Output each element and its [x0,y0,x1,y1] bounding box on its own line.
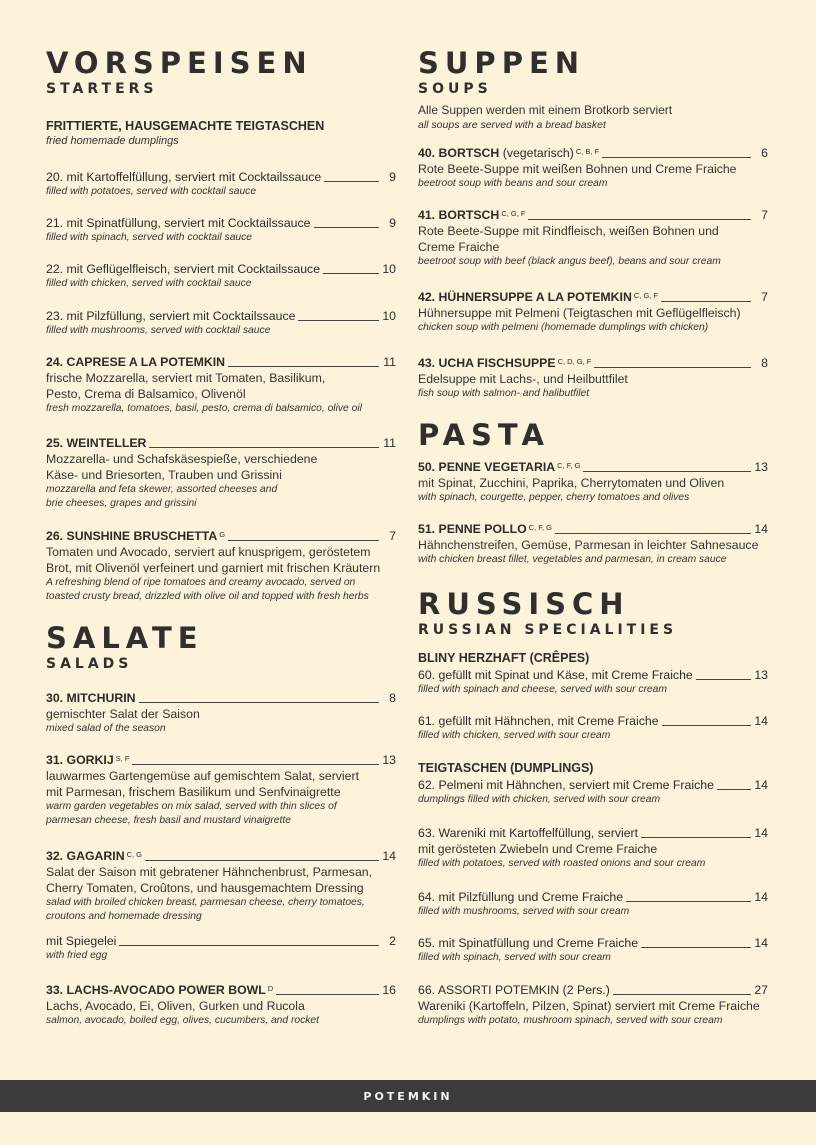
item-name: 20. mit Kartoffelfüllung, serviert mit Cocktailssauce [46,170,322,184]
item-name-text: 41. BORTSCH [418,208,500,222]
item-price: 9 [389,216,396,230]
item-name-text: 26. SUNSHINE BRUSCHETTA [46,529,218,543]
item-name-text: 31. GORKIJ [46,753,114,767]
menu-item-32 [46,848,396,924]
item-english: filled with spinach, served with sour cream [418,952,611,963]
item-description: mit Spinat, Zucchini, Paprika, Cherrytomaten und Oliven [418,476,725,490]
item-name [46,982,273,998]
item-name-text: 42. HÜHNERSUPPE A LA POTEMKIN [418,290,632,304]
menu-item-62 [418,777,768,807]
item-english: warm garden vegetables on mix salad, served with thin slices of [46,801,337,812]
item-english: filled with potatoes, served with roasted onions and sour cream [418,858,706,869]
menu-item-23 [46,308,396,338]
item-price: 13 [754,460,768,474]
item-description: Käse- und Briesorten, Trauben und Grissini [46,468,282,482]
menu-item-42 [418,289,768,335]
menu-item-60 [418,667,768,697]
menu-item-51 [418,521,768,567]
group-title: TEIGTASCHEN (DUMPLINGS) [418,761,594,775]
item-english: filled with potatoes, served with cocktail sauce [46,186,257,197]
item-price: 6 [761,146,768,160]
item-name: 24. CAPRESE A LA POTEMKIN [46,355,226,369]
item-name: 25. WEINTELLER [46,436,147,450]
item-english: beetroot soup with beans and sour cream [418,178,608,189]
item-english: filled with chicken, served with sour cream [418,730,611,741]
item-name: 62. Pelmeni mit Hähnchen, serviert mit Creme Fraiche [418,778,714,792]
section-title: RUSSISCH [418,587,630,621]
item-description: Rote Beete-Suppe mit weißen Bohnen und Creme Fraiche [418,162,737,176]
menu-item-66 [418,982,768,1028]
item-price: 16 [382,983,396,997]
item-name-text: 43. UCHA FISCHSUPPE [418,356,556,370]
item-name-text: 51. PENNE POLLO [418,522,527,536]
item-price: 14 [754,936,768,950]
section-russisch-heading [418,587,678,638]
item-english: brie cheeses, grapes and grissini [46,498,197,509]
item-name: 22. mit Geflügelfleisch, serviert mit Cocktailssauce [46,262,321,276]
menu-item-26 [46,528,396,604]
item-name: 23. mit Pilzfüllung, serviert mit Cocktailssauce [46,309,296,323]
section-subtitle: SOUPS [418,81,492,97]
item-english: filled with mushrooms, served with sour cream [418,906,630,917]
item-english: salmon, avocado, boiled egg, olives, cucumbers, and rocket [46,1015,320,1026]
menu-item-41 [418,207,768,269]
item-name: mit Spiegelei [46,934,117,948]
item-price: 7 [761,290,768,304]
item-price: 9 [389,170,396,184]
item-price: 11 [383,355,396,369]
item-description: gemischter Salat der Saison [46,707,200,721]
item-english: with fried egg [46,950,108,961]
section-salate-heading [46,621,204,672]
menu-item-31 [46,752,396,828]
menu-item-50 [418,459,768,505]
section-subtitle: STARTERS [46,81,158,97]
item-price: 14 [754,890,768,904]
item-price: 2 [389,934,396,948]
item-name [418,459,580,475]
item-name-text: 33. LACHS-AVOCADO POWER BOWL [46,983,266,997]
menu-item-40 [418,145,768,191]
menu-item-22 [46,261,396,291]
item-name-note: (vegetarisch) [499,146,574,160]
item-english: dumplings with potato, mushroom spinach, served with sour cream [418,1015,723,1026]
item-price: 14 [382,849,396,863]
item-price: 14 [754,522,768,536]
section-title: PASTA [418,418,550,452]
item-english: A refreshing blend of ripe tomatoes and creamy avocado, served on [46,577,356,588]
item-name-text: 40. BORTSCH [418,146,500,160]
allergen-codes: S, F [115,754,130,763]
item-price: 13 [754,668,768,682]
menu-item-33 [46,982,396,1028]
item-description: Lachs, Avocado, Ei, Oliven, Gurken und Rucola [46,999,305,1013]
allergen-codes: C, G [126,850,143,859]
item-description: Salat der Saison mit gebratener Hähnchenbrust, Parmesan, [46,865,373,879]
intro-german: Alle Suppen werden mit einem Brotkorb serviert [418,103,673,117]
item-name [46,752,129,768]
allergen-codes: C, F, G [528,523,552,532]
item-name-text: 50. PENNE VEGETARIA [418,460,556,474]
group-title: FRITTIERTE, HAUSGEMACHTE TEIGTASCHEN [46,119,325,133]
item-description: Cherry Tomaten, Croûtons, und hausgemachtem Dressing [46,881,364,895]
item-name: 65. mit Spinatfüllung und Creme Fraiche [418,936,639,950]
section-title: SALATE [46,621,204,655]
item-description: Rote Beete-Suppe mit Rindfleisch, weißen Bohnen und [418,224,719,238]
item-name: 21. mit Spinatfüllung, serviert mit Cocktailssauce [46,216,311,230]
allergen-codes: C, G, F [633,291,659,300]
item-english: filled with mushrooms, served with cocktail sauce [46,325,271,336]
item-price: 8 [389,691,396,705]
item-name: 66. ASSORTI POTEMKIN (2 Pers.) [418,983,610,997]
section-subtitle: SALADS [46,656,133,672]
item-description: Tomaten und Avocado, serviert auf knusprigem, geröstetem [46,545,371,559]
section-vorspeisen-heading [46,46,313,97]
item-english: parmesan cheese, fresh basil and mustard vinaigrette [46,815,291,826]
item-price: 27 [754,983,768,997]
footer-brand: POTEMKIN [363,1089,453,1103]
section-title: SUPPEN [418,46,586,80]
item-description: Brot, mit Olivenöl verfeinert und garniert mit frischen Kräutern [46,561,381,575]
item-english: salad with broiled chicken breast, parmesan cheese, cherry tomatoes, [46,897,365,908]
item-name: 61. gefüllt mit Hähnchen, mit Creme Fraiche [418,714,659,728]
item-price: 13 [382,753,396,767]
item-description: mit Parmesan, frischem Basilikum und Senfvinaigrette [46,785,341,799]
item-name: 63. Wareniki mit Kartoffelfüllung, serviert [418,826,639,840]
menu-item-21 [46,215,396,245]
item-english: with spinach, courgette, pepper, cherry tomatoes and olives [418,492,690,503]
item-english: toasted crusty bread, drizzled with olive oil and topped with fresh herbs [46,591,369,602]
allergen-codes: C, D, G, F [557,357,592,366]
menu-item-63 [418,825,768,871]
section-title: VORSPEISEN [46,46,313,80]
item-price: 8 [761,356,768,370]
item-description: mit gerösteten Zwiebeln und Creme Fraiche [418,842,658,856]
item-english: dumplings filled with chicken, served with sour cream [418,794,661,805]
item-description: Edelsuppe mit Lachs-, und Heilbuttfilet [418,372,628,386]
item-english: fish soup with salmon- and halibutfilet [418,388,590,399]
item-english: mozzarella and feta skewer, assorted cheeses and [46,484,278,495]
section-subtitle: RUSSIAN SPECIALITIES [418,622,678,638]
menu-item-64 [418,889,768,919]
item-english: croutons and homemade dressing [46,911,202,922]
item-english: with chicken breast fillet, vegetables and parmesan, in cream sauce [418,554,727,565]
item-english: filled with spinach, served with cocktail sauce [46,232,253,243]
item-name [418,521,552,537]
allergen-codes: C, B, F [575,147,600,156]
menu-item-24 [46,354,396,416]
item-price: 11 [383,436,396,450]
item-name [46,528,225,544]
item-english: mixed salad of the season [46,723,166,734]
item-english: beetroot soup with beef (black angus beef), beans and sour cream [418,256,721,267]
item-name [418,355,591,371]
item-english: filled with spinach and cheese, served with sour cream [418,684,667,695]
footer-bar [0,1080,816,1112]
item-english: chicken soup with pelmeni (homemade dumplings with chicken) [418,322,709,333]
menu-item-25 [46,435,396,511]
section-pasta-heading [418,418,550,452]
item-name [418,145,599,161]
item-price: 14 [754,714,768,728]
item-description: Pesto, Crema di Balsamico, Olivenöl [46,387,246,401]
teigtaschen-group [418,760,768,776]
allergen-codes: D [267,984,274,993]
item-price: 10 [382,262,396,276]
item-name: 60. gefüllt mit Spinat und Käse, mit Creme Fraiche [418,668,693,682]
allergen-codes: C, F, G [557,461,581,470]
item-price: 14 [754,778,768,792]
item-price: 7 [761,208,768,222]
item-name: 64. mit Pilzfüllung und Creme Fraiche [418,890,624,904]
allergen-codes: G [219,530,226,539]
item-description: Wareniki (Kartoffeln, Pilzen, Spinat) serviert mit Creme Fraiche [418,999,760,1013]
item-description: lauwarmes Gartengemüse auf gemischtem Salat, serviert [46,769,360,783]
item-price: 10 [382,309,396,323]
menu-item-20 [46,169,396,199]
item-name [418,289,658,305]
soups-intro [418,103,768,132]
item-name: 30. MITCHURIN [46,691,136,705]
item-name-text: 32. GAGARIN [46,849,125,863]
allergen-codes: C, G, F [501,209,526,218]
item-description: Hühnersuppe mit Pelmeni (Teigtaschen mit Geflügelfleisch) [418,306,741,320]
item-description: Hähnchenstreifen, Gemüse, Parmesan in leichter Sahnesauce [418,538,759,552]
menu-item-65 [418,935,768,965]
item-description: Mozzarella- und Schafskäsespieße, verschiedene [46,452,318,466]
item-price: 14 [754,826,768,840]
item-english: fresh mozzarella, tomatoes, basil, pesto, crema di balsamico, olive oil [46,403,362,414]
item-name [46,848,142,864]
item-description: Creme Fraiche [418,240,500,254]
item-description: frische Mozzarella, serviert mit Tomaten, Basilikum, [46,371,326,385]
menu-item-fried-egg [46,933,396,963]
menu-item-30 [46,690,396,736]
menu-item-61 [418,713,768,743]
intro-english: all soups are served with a bread basket [418,119,606,131]
dumplings-group [46,118,396,149]
group-subtitle: fried homemade dumplings [46,135,179,147]
item-price: 7 [389,529,396,543]
section-suppen-heading [418,46,586,97]
group-title: BLINY HERZHAFT (CRÊPES) [418,651,590,665]
menu-item-43 [418,355,768,401]
item-english: filled with chicken, served with cocktail sauce [46,278,252,289]
item-name [418,207,525,223]
bliny-group [418,650,768,666]
